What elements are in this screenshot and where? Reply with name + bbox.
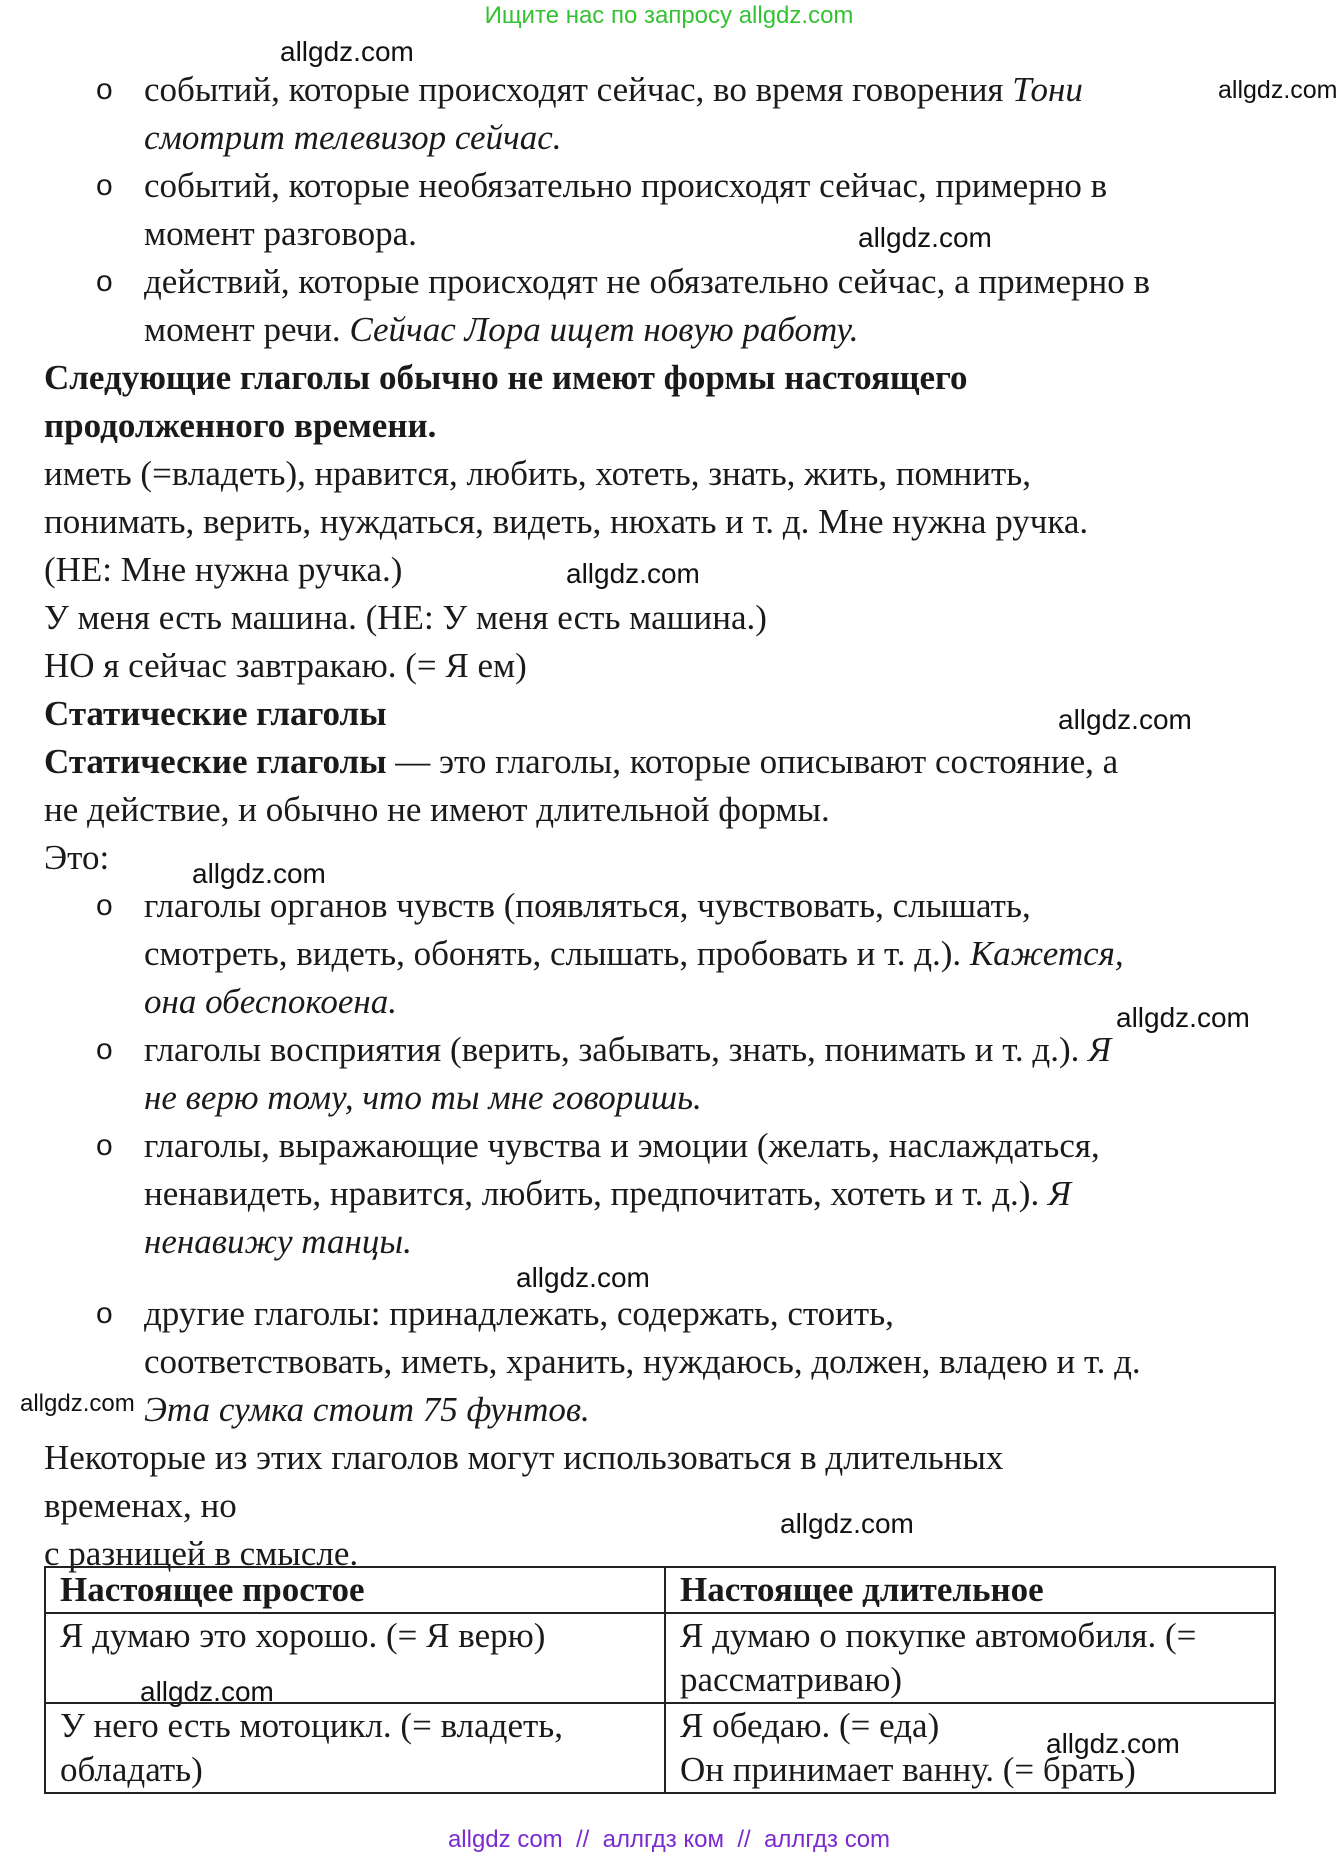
watermark: allgdz.com bbox=[20, 1390, 135, 1417]
table-cell bbox=[665, 1613, 1275, 1703]
bullet-marker: o bbox=[96, 265, 113, 298]
bullet-marker: o bbox=[96, 1297, 113, 1330]
paragraph-line: иметь (=владеть), нравится, любить, хотеть, знать, жить, помнить, bbox=[44, 454, 1032, 493]
section-heading: Статические глаголы bbox=[44, 694, 387, 733]
bullet-line: момент разговора. bbox=[144, 214, 417, 253]
bullet-line: смотрит телевизор сейчас. bbox=[144, 118, 562, 157]
watermark: allgdz.com bbox=[1116, 1002, 1250, 1033]
watermark: allgdz.com bbox=[140, 1676, 274, 1707]
section-heading: Следующие глаголы обычно не имеют формы настоящего bbox=[44, 358, 968, 397]
bullet-line: Эта сумка стоит 75 фунтов. bbox=[144, 1390, 590, 1429]
bullet-line: глаголы, выражающие чувства и эмоции (желать, наслаждаться, bbox=[144, 1126, 1100, 1165]
watermark: allgdz.com bbox=[1058, 704, 1192, 735]
watermark: allgdz.com bbox=[516, 1262, 650, 1293]
bullet-marker: o bbox=[96, 73, 113, 106]
bullet-line: действий, которые происходят не обязательно сейчас, а примерно в bbox=[144, 262, 1151, 301]
bullet-line: соответствовать, иметь, хранить, нуждаюсь, должен, владею и т. д. bbox=[144, 1342, 1141, 1381]
watermark: allgdz.com bbox=[280, 36, 414, 67]
watermark: allgdz.com bbox=[1046, 1728, 1180, 1759]
bullet-line: смотреть, видеть, обонять, слышать, пробовать и т. д.). Кажется, bbox=[144, 934, 1124, 973]
paragraph-line: (НЕ: Мне нужна ручка.) bbox=[44, 550, 403, 589]
bullet-line: глаголы восприятия (верить, забывать, знать, понимать и т. д.). Я bbox=[144, 1030, 1112, 1069]
paragraph-line: У меня есть машина. (НЕ: У меня есть машина.) bbox=[44, 598, 767, 637]
bullet-line: она обеспокоена. bbox=[144, 982, 398, 1021]
table-header-cell: Настоящее длительное bbox=[665, 1567, 1275, 1613]
cell-line: рассматриваю) bbox=[680, 1660, 902, 1699]
bullet-line: событий, которые происходят сейчас, во время говорения Тони bbox=[144, 70, 1083, 109]
cell-line: Я думаю о покупке автомобиля. (= bbox=[680, 1616, 1197, 1655]
comparison-table bbox=[44, 1566, 1276, 1794]
bullet-line: ненавидеть, нравится, любить, предпочитать, хотеть и т. д.). Я bbox=[144, 1174, 1071, 1213]
table-row bbox=[45, 1613, 1275, 1703]
paragraph-line: Это: bbox=[44, 838, 110, 877]
bullet-marker: o bbox=[96, 889, 113, 922]
paragraph-line: понимать, верить, нуждаться, видеть, нюхать и т. д. Мне нужна ручка. bbox=[44, 502, 1089, 541]
cell-line: обладать) bbox=[60, 1750, 203, 1789]
table-header-row bbox=[45, 1567, 1275, 1613]
table-header-cell: Настоящее простое bbox=[45, 1567, 665, 1613]
bullet-marker: o bbox=[96, 169, 113, 202]
paragraph-line: с разницей в смысле. bbox=[44, 1534, 359, 1573]
paragraph-line: не действие, и обычно не имеют длительной формы. bbox=[44, 790, 830, 829]
paragraph-line: Статические глаголы — это глаголы, которые описывают состояние, а bbox=[44, 742, 1119, 781]
paragraph-line: временах, но bbox=[44, 1486, 237, 1525]
table-cell bbox=[45, 1703, 665, 1793]
bullet-line: не верю тому, что ты мне говоришь. bbox=[144, 1078, 702, 1117]
section-heading: продолженного времени. bbox=[44, 406, 437, 445]
bullet-line: глаголы органов чувств (появляться, чувствовать, слышать, bbox=[144, 886, 1031, 925]
paragraph-line: Некоторые из этих глаголов могут использоваться в длительных bbox=[44, 1438, 1004, 1477]
cell-line: У него есть мотоцикл. (= владеть, bbox=[60, 1706, 563, 1745]
footer-links[interactable]: allgdz com // аллгдз ком // аллгдз com bbox=[447, 1826, 891, 1853]
bullet-line: другие глаголы: принадлежать, содержать, стоить, bbox=[144, 1294, 894, 1333]
watermark: allgdz.com bbox=[858, 222, 992, 253]
table-cell bbox=[45, 1613, 665, 1703]
bullet-line: момент речи. Сейчас Лора ищет новую работу. bbox=[144, 310, 859, 349]
watermark: allgdz.com bbox=[566, 558, 700, 589]
cell-line: Я думаю это хорошо. (= Я верю) bbox=[60, 1616, 546, 1655]
bullet-line: ненавижу танцы. bbox=[144, 1222, 412, 1261]
cell-line: Я обедаю. (= еда) bbox=[680, 1706, 940, 1745]
top-banner: Ищите нас по запросу allgdz.com bbox=[484, 2, 854, 29]
watermark: allgdz.com bbox=[1218, 76, 1338, 104]
cell-line: Он принимает ванну. (= брать) bbox=[680, 1750, 1136, 1789]
watermark: allgdz.com bbox=[192, 858, 326, 889]
table-cell bbox=[665, 1703, 1275, 1793]
bullet-marker: o bbox=[96, 1033, 113, 1066]
bullet-marker: o bbox=[96, 1129, 113, 1162]
paragraph-line: НО я сейчас завтракаю. (= Я ем) bbox=[44, 646, 527, 685]
table-row bbox=[45, 1703, 1275, 1793]
bullet-line: событий, которые необязательно происходят сейчас, примерно в bbox=[144, 166, 1108, 205]
watermark: allgdz.com bbox=[780, 1508, 914, 1539]
